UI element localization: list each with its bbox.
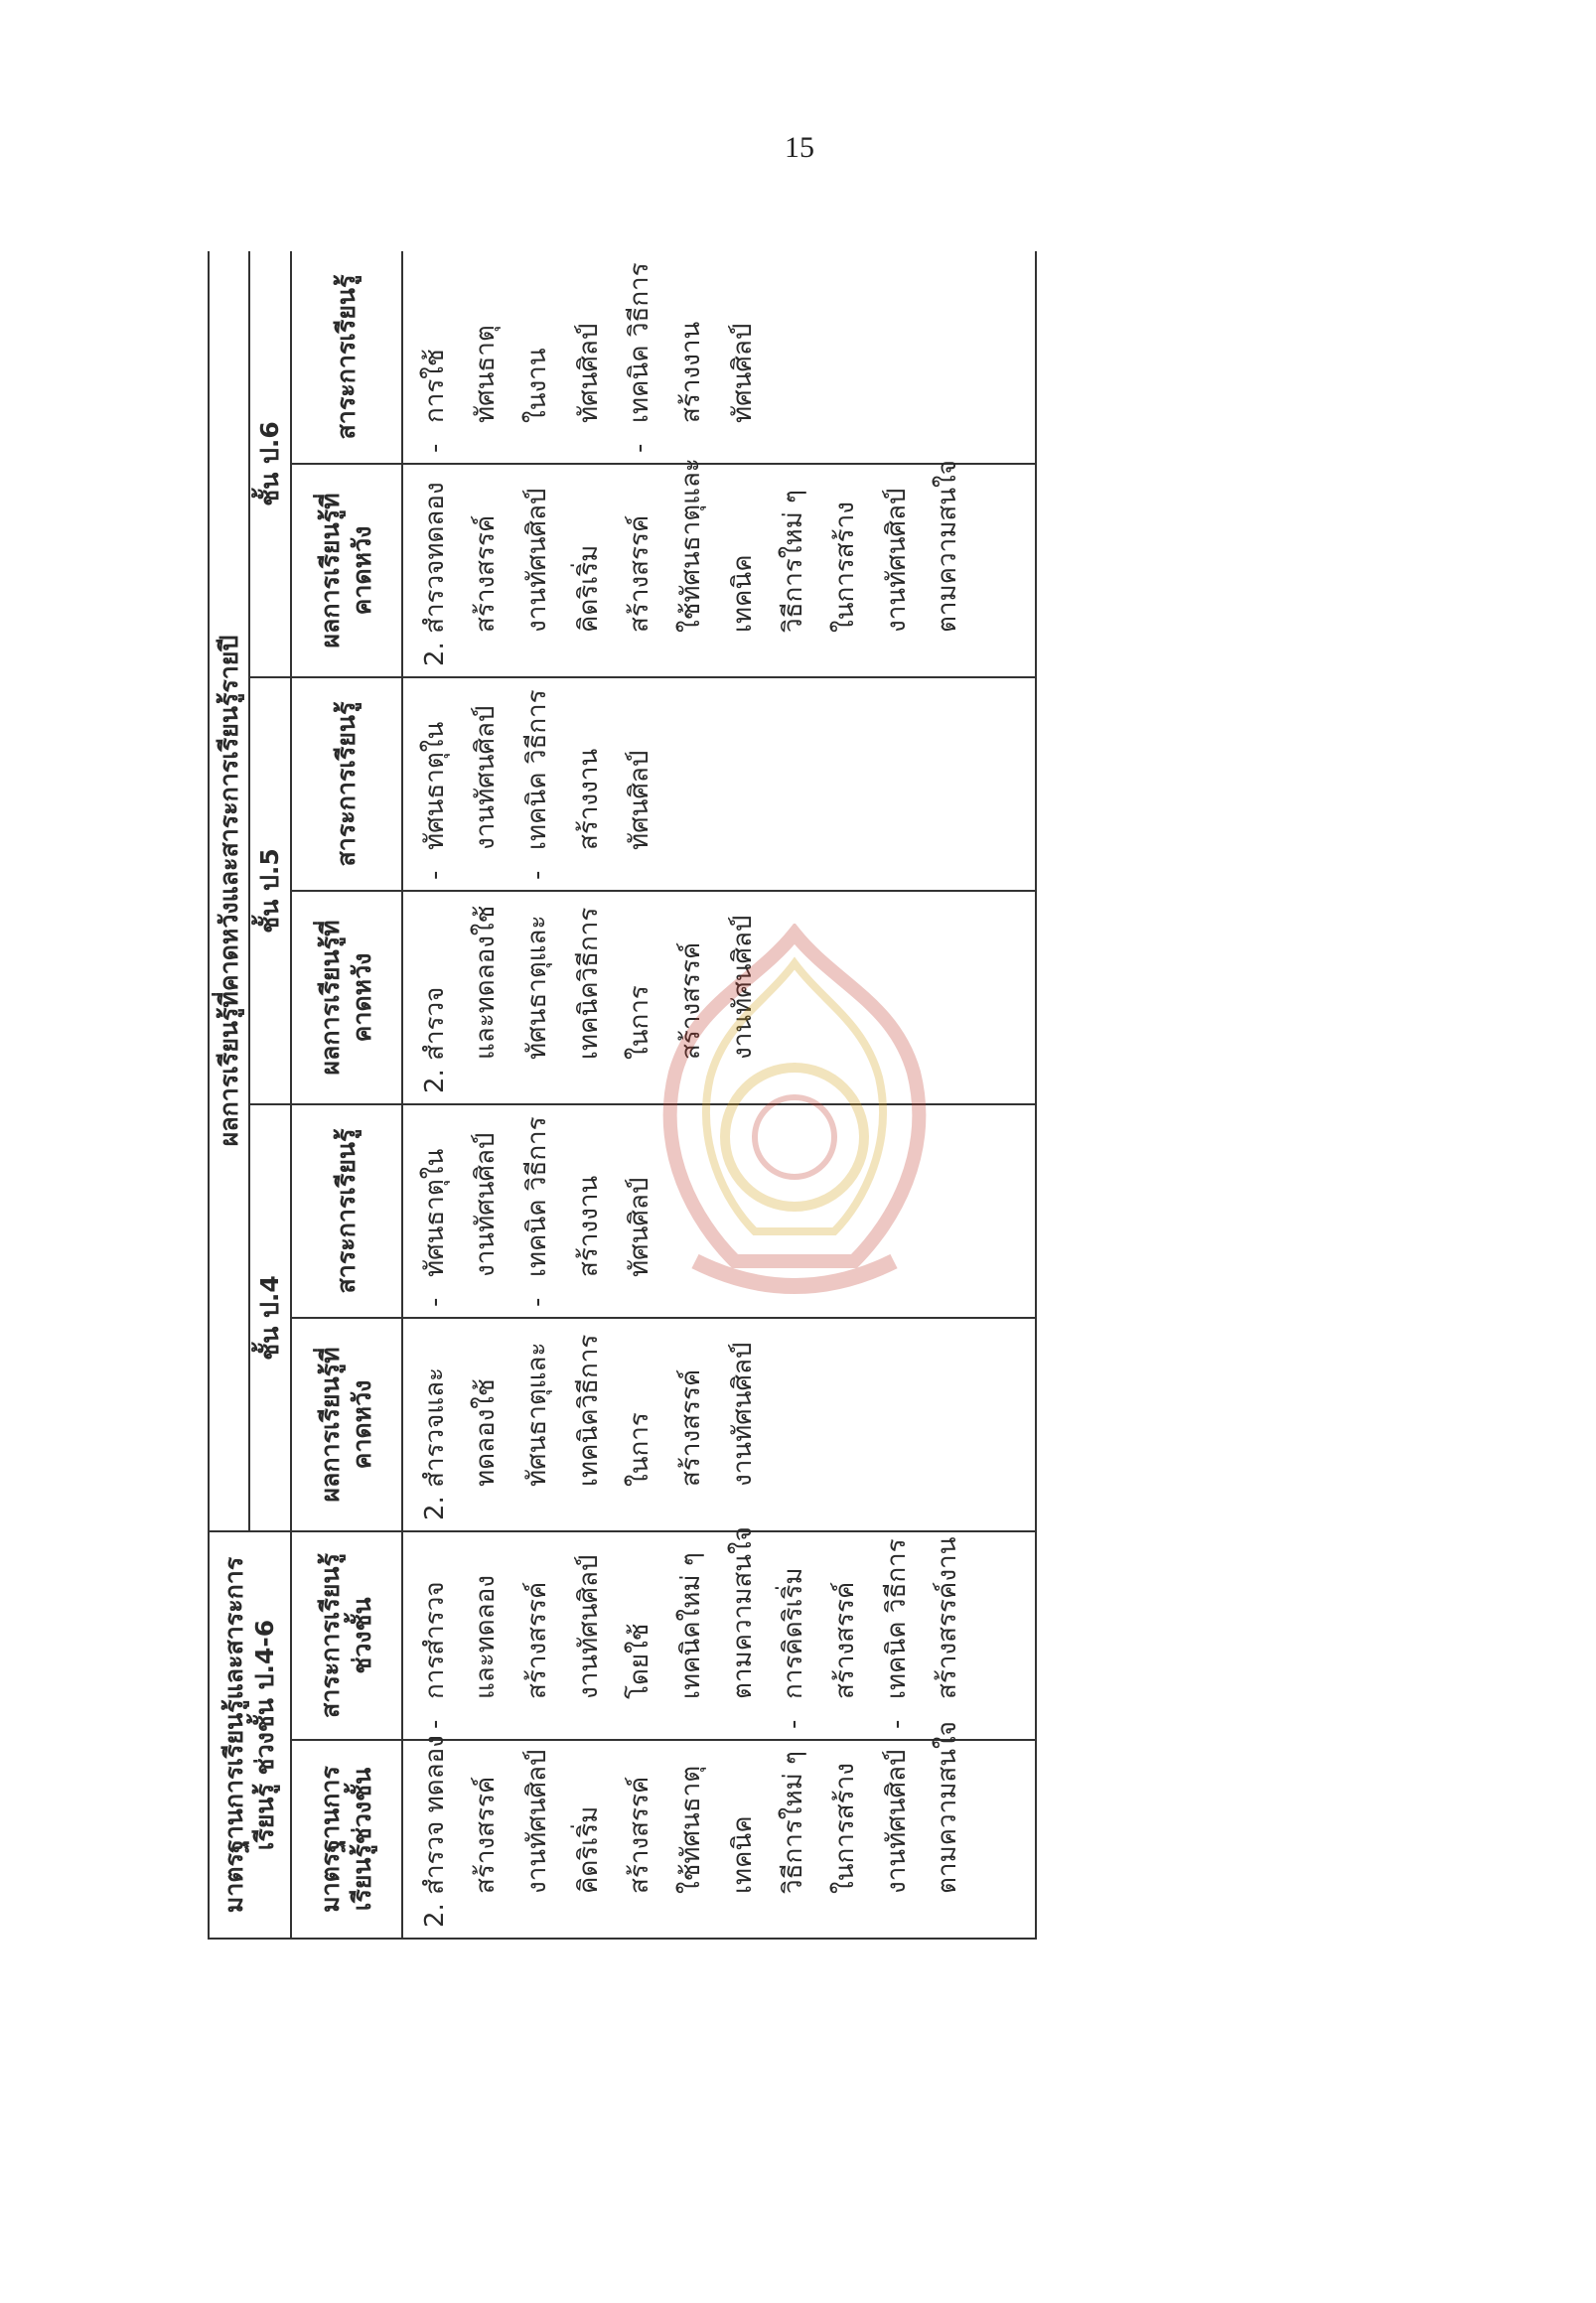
bullet-dash: - [625, 443, 655, 453]
list-item-line [622, 688, 659, 880]
text-line: 2. สำรวจ ทดลอง [419, 1735, 450, 1928]
list-item-text: เทคนิค วิธีการ [881, 1538, 912, 1699]
text-line: ทัศนธาตุและ [521, 1342, 552, 1487]
list-item-text: สร้างงาน [573, 1175, 604, 1277]
list-item-line [417, 261, 455, 453]
text-line: สร้างสรรค์ [675, 941, 706, 1060]
p4-expected-lines [403, 1319, 785, 1530]
list-item-line [571, 1542, 609, 1729]
text-line: 2. สำรวจและ [419, 1367, 450, 1520]
list-item-line [879, 1538, 917, 1729]
list-item-line [519, 1542, 557, 1729]
list-item-text: เทคนิค วิธีการ [521, 1116, 552, 1277]
grade-header-p5: ชั้น ป.5 [249, 677, 290, 1104]
subheader-p5-content: สาระการเรียนรู้ [291, 677, 402, 891]
text-line: เทคนิควิธีการ [573, 907, 604, 1060]
list-item-text: เทคนิค วิธีการ [625, 262, 655, 423]
list-item-line [622, 1115, 659, 1307]
text-line: ใช้ทัศนธาตุ [675, 1765, 706, 1894]
bullet-dash: - [419, 443, 450, 453]
text-line: เทคนิค [727, 554, 758, 633]
p5-content-items [403, 678, 681, 890]
cell-p5-content [402, 677, 1037, 891]
subheader-p6-content: สาระการเรียนรู้ [291, 251, 402, 464]
text-line: สร้างสรรค์ [471, 1776, 502, 1894]
text-line: ในการสร้าง [830, 1763, 860, 1894]
cell-p6-content [402, 251, 1037, 464]
text-line: สร้างสรรค์ [471, 514, 502, 633]
list-item-line [519, 261, 557, 453]
list-item-text: สร้างสรรค์งาน [933, 1536, 963, 1699]
text-line: สร้างสรรค์ [675, 1368, 706, 1487]
list-item-line [930, 1536, 967, 1729]
subheader-p4-expected: ผลการเรียนรู้ที่คาดหวัง [291, 1318, 402, 1531]
list-item-text: ทัศนศิลป์ [573, 323, 604, 423]
header-standards-range: มาตรฐานการเรียนรู้และสาระการเรียนรู้ ช่วงชั้น ป.4-6 [209, 1531, 291, 1939]
list-item-line [417, 688, 455, 880]
list-item-line [519, 688, 557, 880]
list-item-line [725, 1526, 763, 1729]
list-item-line [519, 1115, 557, 1307]
list-item-text: ตามความสนใจ [727, 1526, 758, 1699]
standard-lines [403, 1721, 990, 1938]
list-item-text: ทัศนธาตุใน [419, 1148, 450, 1277]
cell-p6-expected [402, 458, 1037, 677]
list-item-line [468, 688, 506, 880]
curriculum-table-frame [208, 251, 1037, 1940]
list-item-text: โดยใช้ [625, 1623, 655, 1699]
cell-standard [402, 1721, 1037, 1939]
text-line: ทัศนธาตุและ [521, 915, 552, 1060]
bullet-dash: - [521, 1297, 552, 1307]
list-item-line [622, 261, 659, 453]
list-item-text: ทัศนธาตุ [471, 325, 502, 423]
list-item-line [571, 688, 609, 880]
text-line: ทดลองใช้ [471, 1378, 502, 1487]
text-line: ตามความสนใจ [933, 460, 963, 633]
content-range-items [403, 1526, 990, 1739]
list-item-line [673, 261, 711, 453]
list-item-text: งานทัศนศิลป์ [573, 1554, 604, 1699]
list-item-text: เทคนิค วิธีการ [521, 689, 552, 850]
list-item-text: ทัศนธาตุใน [419, 721, 450, 850]
text-line: ใช้ทัศนธาตุและ [675, 458, 706, 633]
grade-header-p4: ชั้น ป.4 [249, 1104, 290, 1531]
list-item-line [468, 1115, 506, 1307]
text-line: งานทัศนศิลป์ [881, 1749, 912, 1894]
cell-p4-content [402, 1104, 1037, 1318]
bullet-dash: - [779, 1719, 809, 1729]
list-item-text: สร้างสรรค์ [521, 1581, 552, 1699]
list-item-text: งานทัศนศิลป์ [471, 705, 502, 850]
list-item-text: สร้างงาน [675, 321, 706, 423]
text-line: ในการ [625, 985, 655, 1060]
text-line: 2. สำรวจ [419, 986, 450, 1093]
text-line: วิธีการใหม่ ๆ [779, 1751, 809, 1894]
page-number: 15 [785, 131, 814, 164]
text-line: ตามความสนใจ [933, 1721, 963, 1894]
list-item-text: การสำรวจ [419, 1581, 450, 1699]
list-item-text: สร้างงาน [573, 748, 604, 850]
text-line: วิธีการใหม่ ๆ [779, 490, 809, 633]
list-item-text: งานทัศนศิลป์ [471, 1132, 502, 1277]
text-line: งานทัศนศิลป์ [881, 488, 912, 633]
p6-expected-lines [403, 458, 990, 676]
list-item-line [468, 1542, 506, 1729]
text-line: สร้างสรรค์ [625, 514, 655, 633]
list-item-text: สร้างสรรค์ [830, 1581, 860, 1699]
text-line: เทคนิค [727, 1815, 758, 1894]
list-item-line [827, 1542, 865, 1729]
list-item-line [725, 261, 763, 453]
list-item-line [622, 1542, 659, 1729]
list-item-text: ทัศนศิลป์ [625, 1177, 655, 1277]
text-line: งานทัศนศิลป์ [521, 1749, 552, 1894]
p6-content-items [403, 251, 785, 463]
text-line: งานทัศนศิลป์ [727, 915, 758, 1060]
list-item-line [673, 1542, 711, 1729]
list-item-text: ทัศนศิลป์ [625, 750, 655, 850]
text-line: ในการสร้าง [830, 502, 860, 633]
text-line: คิดริเริ่ม [573, 544, 604, 633]
list-item-line [571, 1115, 609, 1307]
text-line: และทดลองใช้ [471, 905, 502, 1060]
list-item-line [776, 1542, 813, 1729]
p5-expected-lines [403, 892, 785, 1103]
list-item-line [417, 1542, 455, 1729]
list-item-text: การคิดริเริ่ม [779, 1567, 809, 1699]
list-item-line [417, 1115, 455, 1307]
bullet-dash: - [419, 870, 450, 880]
curriculum-table [208, 251, 1037, 1940]
bullet-dash: - [419, 1297, 450, 1307]
rotated-table-container [208, 251, 1037, 1940]
header-expected-yearly: ผลการเรียนรู้ที่คาดหวังและสาระการเรียนรู้รายปี [209, 251, 249, 1531]
subheader-p5-expected: ผลการเรียนรู้ที่คาดหวัง [291, 891, 402, 1104]
text-line: 2. สำรวจทดลอง [419, 482, 450, 666]
text-line: งานทัศนศิลป์ [521, 488, 552, 633]
text-line: งานทัศนศิลป์ [727, 1342, 758, 1487]
list-item-text: ทัศนศิลป์ [727, 323, 758, 423]
subheader-p6-expected: ผลการเรียนรู้ที่คาดหวัง [291, 464, 402, 677]
subheader-standard: มาตรฐานการเรียนรู้ช่วงชั้น [291, 1740, 402, 1939]
p4-content-items [403, 1105, 681, 1317]
cell-content-range [402, 1526, 1037, 1740]
bullet-dash: - [419, 1719, 450, 1729]
cell-p4-expected [402, 1318, 1037, 1531]
list-item-text: การใช้ [419, 349, 450, 423]
list-item-text: เทคนิคใหม่ ๆ [675, 1552, 706, 1699]
text-line: ในการ [625, 1412, 655, 1487]
text-line: เทคนิควิธีการ [573, 1334, 604, 1487]
list-item-line [571, 261, 609, 453]
subheader-p4-content: สาระการเรียนรู้ [291, 1104, 402, 1318]
list-item-line [468, 261, 506, 453]
grade-header-p6: ชั้น ป.6 [249, 251, 290, 677]
list-item-text: และทดลอง [471, 1575, 502, 1699]
text-line: สร้างสรรค์ [625, 1776, 655, 1894]
subheader-content-range: สาระการเรียนรู้ช่วงชั้น [291, 1531, 402, 1740]
bullet-dash: - [881, 1719, 912, 1729]
list-item-text: ในงาน [521, 348, 552, 423]
cell-p5-expected [402, 891, 1037, 1104]
bullet-dash: - [521, 870, 552, 880]
text-line: คิดริเริ่ม [573, 1805, 604, 1894]
